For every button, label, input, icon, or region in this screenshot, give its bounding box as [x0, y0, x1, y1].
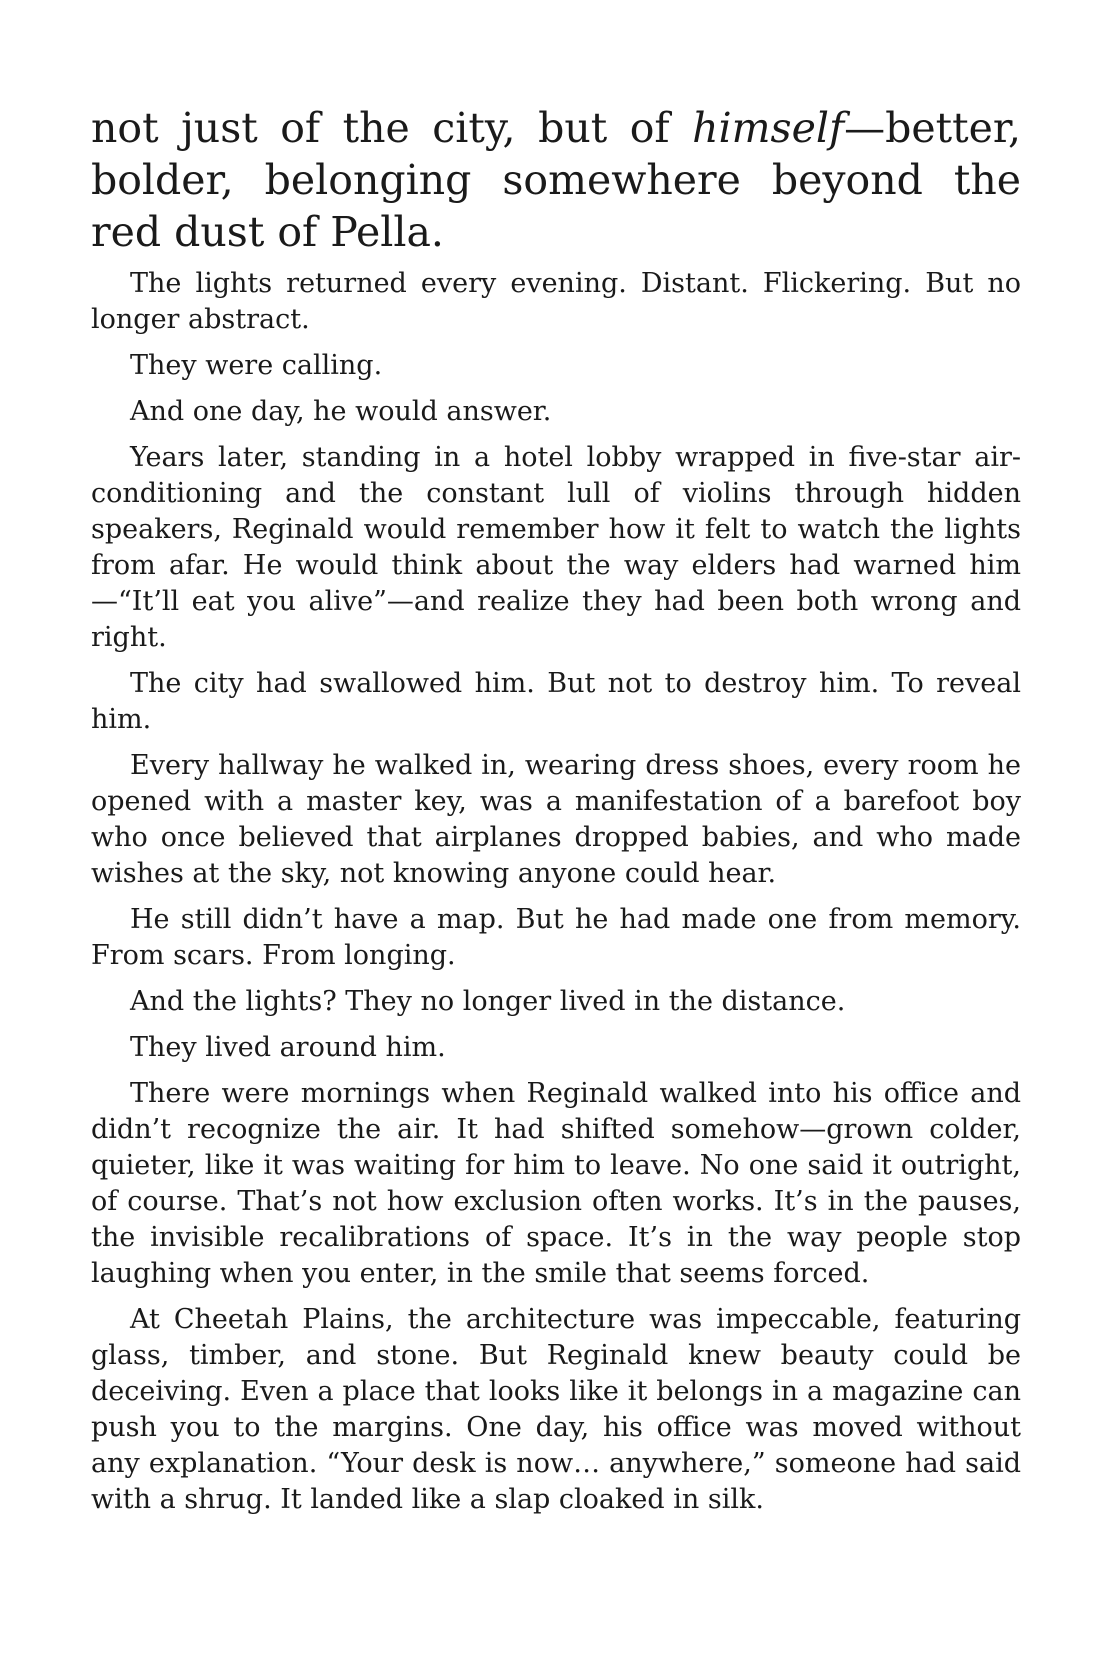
paragraph: He still didn’t have a map. But he had made one from memory. From scars. From longing. — [91, 904, 1021, 971]
paragraph: Years later, standing in a hotel lobby wrapped in five-star air-conditioning and the constant lull of violins through hidden speakers, Reginald would remember how it felt to watch the lights from afar. He would think about the way elders had warned him —“It’ll eat you alive”—and realize they had been both wrong and right. — [91, 442, 1021, 653]
lead-text-emphasis: himself — [692, 104, 845, 152]
paragraph: There were mornings when Reginald walked into his office and didn’t recognize the air. It had shifted somehow—grown colder, quieter, like it was waiting for him to leave. No one said it outright, of course. That’s not how exclusion often works. It’s in the pauses, the invisible recalibrations of space. It’s in the way people stop laughing when you enter, in the smile that seems forced. — [91, 1078, 1021, 1289]
paragraph: The city had swallowed him. But not to destroy him. To reveal him. — [91, 668, 1021, 735]
paragraph: Every hallway he walked in, wearing dress shoes, every room he opened with a master key, was a manifestation of a barefoot boy who once believed that airplanes dropped babies, and who made wishes at the sky, not knowing anyone could hear. — [91, 750, 1021, 889]
paragraph: At Cheetah Plains, the architecture was impeccable, featuring glass, timber, and stone. But Reginald knew beauty could be deceiving. Even a place that looks like it belongs in a magazine can push you to the margins. One day, his office was moved without any explanation. “Your desk is now… anywhere,” someone had said with a shrug. It landed like a slap cloaked in silk. — [91, 1304, 1021, 1515]
lead-text-start: not just of the city, but of — [91, 104, 693, 152]
continued-paragraph — [91, 102, 1021, 258]
paragraph: And one day, he would answer. — [130, 396, 552, 427]
paragraph: They lived around him. — [130, 1032, 446, 1063]
lead-text-end: —better, bolder, belonging somewhere beyond the red dust of Pella. — [91, 104, 1021, 256]
paragraph: And the lights? They no longer lived in the distance. — [130, 986, 846, 1017]
paragraph: The lights returned every evening. Distant. Flickering. But no longer abstract. — [91, 268, 1021, 335]
paragraph: They were calling. — [130, 350, 383, 381]
